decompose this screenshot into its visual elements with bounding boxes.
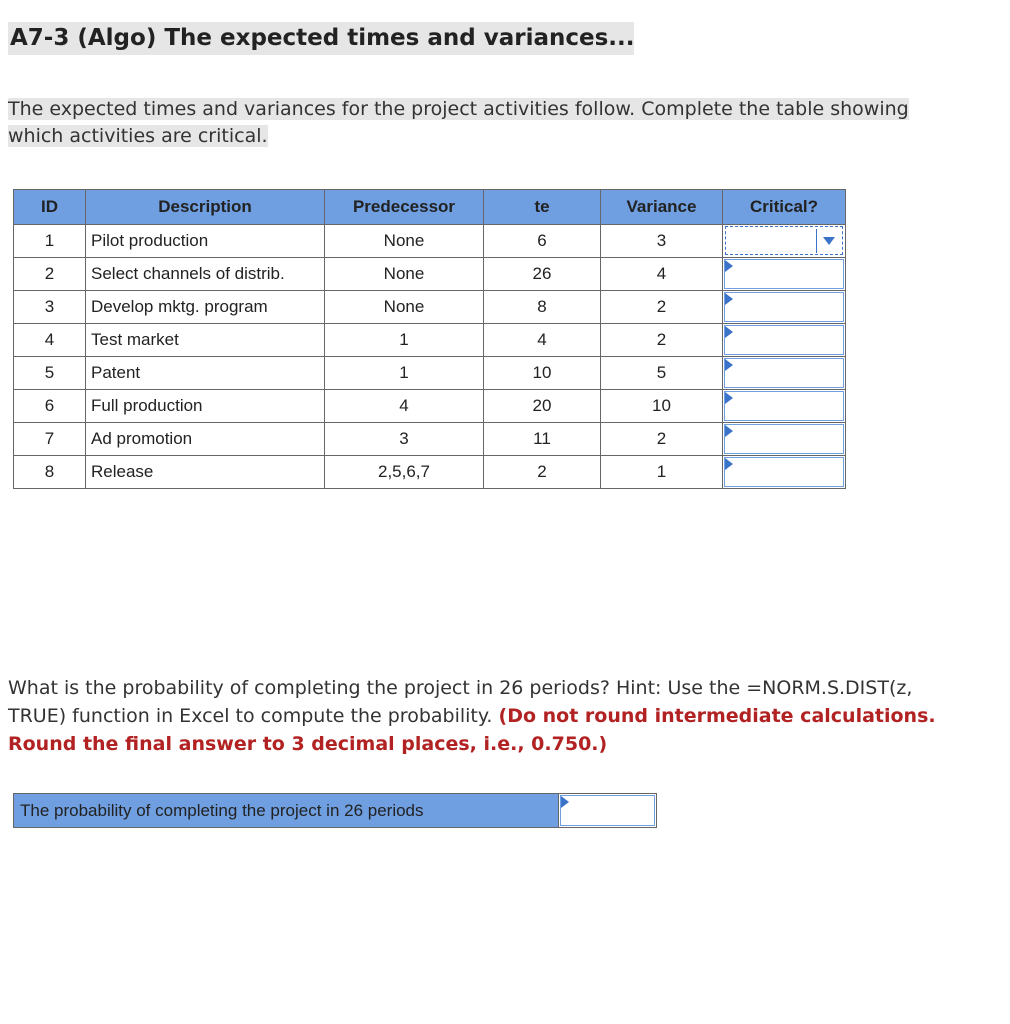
header-description: Description [86, 190, 325, 225]
critical-input-cell[interactable] [723, 423, 846, 456]
critical-input[interactable] [724, 424, 844, 454]
cell-predecessor: 1 [325, 324, 484, 357]
cell-te: 2 [484, 456, 601, 489]
cell-predecessor: 4 [325, 390, 484, 423]
critical-input-cell[interactable] [723, 291, 846, 324]
cell-te: 8 [484, 291, 601, 324]
cell-description: Patent [86, 357, 325, 390]
header-variance: Variance [601, 190, 723, 225]
cell-predecessor: None [325, 258, 484, 291]
cell-id: 7 [14, 423, 86, 456]
cell-id: 4 [14, 324, 86, 357]
cell-id: 8 [14, 456, 86, 489]
input-marker-icon [725, 458, 733, 470]
cell-variance: 2 [601, 423, 723, 456]
cell-te: 4 [484, 324, 601, 357]
cell-te: 11 [484, 423, 601, 456]
question-body: What is the probability of completing the project in 26 periods? Hint: Use the =NORM.S.DIST(z, TRUE) function in Excel to compute the probability. [8, 677, 913, 727]
table-row [14, 225, 846, 258]
cell-id: 6 [14, 390, 86, 423]
critical-input-cell[interactable] [723, 357, 846, 390]
input-marker-icon [725, 326, 733, 338]
intro-line-1: The expected times and variances for the project activities follow. Complete the table showing [8, 98, 909, 120]
critical-input[interactable] [724, 358, 844, 388]
table-row [14, 291, 846, 324]
cell-te: 20 [484, 390, 601, 423]
cell-te: 10 [484, 357, 601, 390]
cell-predecessor: 1 [325, 357, 484, 390]
header-id: ID [14, 190, 86, 225]
input-marker-icon [725, 260, 733, 272]
critical-input[interactable] [724, 292, 844, 322]
cell-te: 26 [484, 258, 601, 291]
probability-input-cell[interactable] [559, 794, 656, 827]
critical-input[interactable] [724, 457, 844, 487]
cell-variance: 2 [601, 291, 723, 324]
critical-input-cell[interactable] [723, 324, 846, 357]
page-title: A7-3 (Algo) The expected times and variances... [10, 25, 635, 51]
cell-description: Select channels of distrib. [86, 258, 325, 291]
table-row [14, 423, 846, 456]
cell-variance: 5 [601, 357, 723, 390]
critical-input-cell[interactable] [723, 390, 846, 423]
cell-predecessor: 3 [325, 423, 484, 456]
critical-input-cell[interactable] [723, 258, 846, 291]
cell-id: 5 [14, 357, 86, 390]
cell-predecessor: None [325, 225, 484, 258]
cell-variance: 1 [601, 456, 723, 489]
header-critical: Critical? [723, 190, 846, 225]
cell-predecessor: None [325, 291, 484, 324]
chevron-down-icon[interactable] [823, 237, 835, 245]
header-te: te [484, 190, 601, 225]
critical-input-cell[interactable] [723, 456, 846, 489]
cell-description: Release [86, 456, 325, 489]
critical-input[interactable] [724, 391, 844, 421]
cell-description: Ad promotion [86, 423, 325, 456]
cell-description: Develop mktg. program [86, 291, 325, 324]
critical-input[interactable] [724, 325, 844, 355]
intro-line-2: which activities are critical. [8, 125, 268, 147]
table-row [14, 357, 846, 390]
input-marker-icon [725, 425, 733, 437]
header-predecessor: Predecessor [325, 190, 484, 225]
input-marker-icon [725, 293, 733, 305]
probability-answer-row [13, 793, 657, 828]
intro-text [8, 96, 961, 150]
table-row [14, 390, 846, 423]
cell-id: 2 [14, 258, 86, 291]
table-header-row [14, 190, 846, 225]
table-row [14, 258, 846, 291]
question-text [8, 674, 968, 758]
cell-id: 3 [14, 291, 86, 324]
probability-label: The probability of completing the project in 26 periods [14, 794, 559, 827]
input-marker-icon [725, 359, 733, 371]
dropdown-separator [816, 229, 817, 253]
critical-input[interactable] [724, 259, 844, 289]
cell-variance: 10 [601, 390, 723, 423]
cell-id: 1 [14, 225, 86, 258]
input-marker-icon [725, 392, 733, 404]
critical-dropdown[interactable] [723, 225, 846, 258]
input-marker-icon [561, 796, 569, 808]
table-row [14, 324, 846, 357]
table-row [14, 456, 846, 489]
probability-input[interactable] [560, 795, 655, 826]
cell-description: Full production [86, 390, 325, 423]
cell-te: 6 [484, 225, 601, 258]
cell-variance: 4 [601, 258, 723, 291]
cell-predecessor: 2,5,6,7 [325, 456, 484, 489]
cell-variance: 3 [601, 225, 723, 258]
activities-table [13, 189, 846, 489]
cell-description: Pilot production [86, 225, 325, 258]
cell-variance: 2 [601, 324, 723, 357]
cell-description: Test market [86, 324, 325, 357]
question-instruction: (Do not round intermediate calculations. Round the final answer to 3 decimal places, i.e., 0.750.) [8, 705, 936, 755]
